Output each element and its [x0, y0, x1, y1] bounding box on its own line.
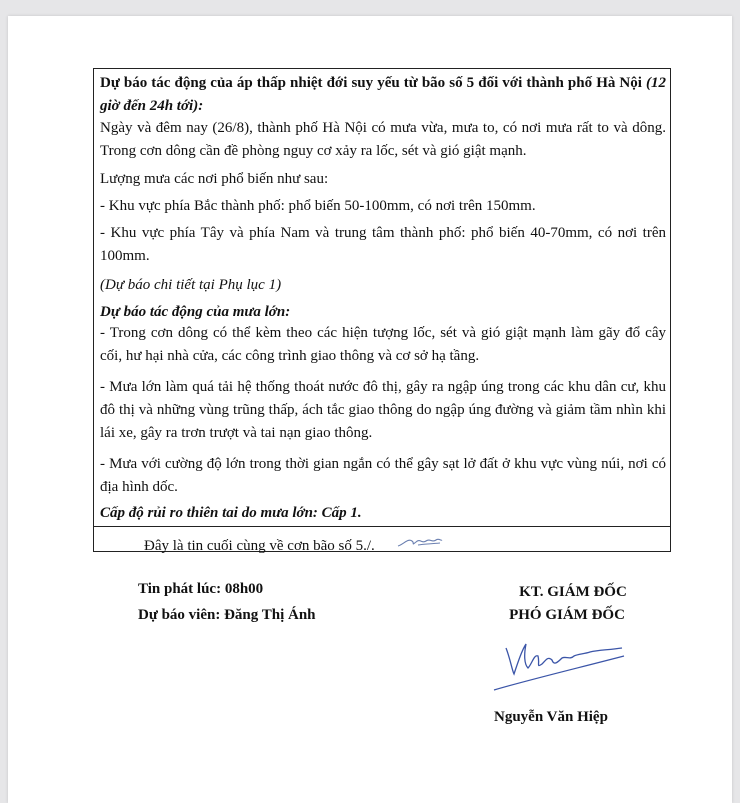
risk-level: Cấp độ rủi ro thiên tai do mưa lớn: Cấp 1. [100, 505, 362, 521]
heavy-rain-title: Dự báo tác động của mưa lớn: [100, 304, 291, 320]
initials-signature-icon [396, 532, 444, 552]
impact-item-2: - Mưa lớn làm quá tải hệ thống thoát nước đô thị, gây ra ngập úng trong các khu dân cư, khu đô thị và những vùng trũng thấp, ách tắc giao thông do ngập úng đường và giảm tầm nhìn khi lái xe, gây ra trơn trượt và tai nạn giao thông. [100, 379, 666, 441]
impact-item-1: - Trong cơn dông có thể kèm theo các hiện tượng lốc, sét và gió giật mạnh làm gãy đổ cây cối, hư hại nhà cửa, các công trình giao thông và cơ sở hạ tầng. [100, 325, 666, 364]
document-page [8, 16, 732, 803]
signer-title-2: PHÓ GIÁM ĐỐC [509, 607, 625, 623]
director-signature-icon [488, 634, 628, 694]
signer-name: Nguyễn Văn Hiệp [494, 709, 608, 725]
impact-title-period: (12 giờ đến 24h tới): [100, 75, 667, 114]
impact-title [100, 72, 666, 118]
impact-item-3: - Mưa với cường độ lớn trong thời gian ngắn có thể gây sạt lở đất ở khu vực vùng núi, nơi có địa hình dốc. [100, 456, 666, 495]
last-bulletin-note: Đây là tin cuối cùng về cơn bão số 5./. [144, 538, 375, 554]
forecast-box [93, 68, 671, 552]
forecaster: Dự báo viên: Đăng Thị Ánh [138, 607, 316, 623]
impact-title-main: Dự báo tác động của áp thấp nhiệt đới suy yếu từ bão số 5 đối với thành phố Hà Nội [100, 75, 642, 91]
appendix-note: (Dự báo chi tiết tại Phụ lục 1) [100, 277, 282, 293]
rainfall-west-south: - Khu vực phía Tây và phía Nam và trung tâm thành phố: phổ biến 40-70mm, có nơi trên 100mm. [100, 225, 666, 264]
signer-title-1: KT. GIÁM ĐỐC [519, 584, 627, 600]
forecast-paragraph: Ngày và đêm nay (26/8), thành phố Hà Nội có mưa vừa, mưa to, có nơi mưa rất to và dông. Trong cơn dông cần đề phòng nguy cơ xảy ra lốc, sét và gió giật mạnh. [100, 120, 666, 159]
issued-time: Tin phát lúc: 08h00 [138, 581, 264, 597]
rainfall-intro: Lượng mưa các nơi phổ biến như sau: [100, 171, 329, 187]
box-divider [94, 526, 670, 527]
rainfall-north: - Khu vực phía Bắc thành phố: phổ biến 50-100mm, có nơi trên 150mm. [100, 198, 536, 214]
